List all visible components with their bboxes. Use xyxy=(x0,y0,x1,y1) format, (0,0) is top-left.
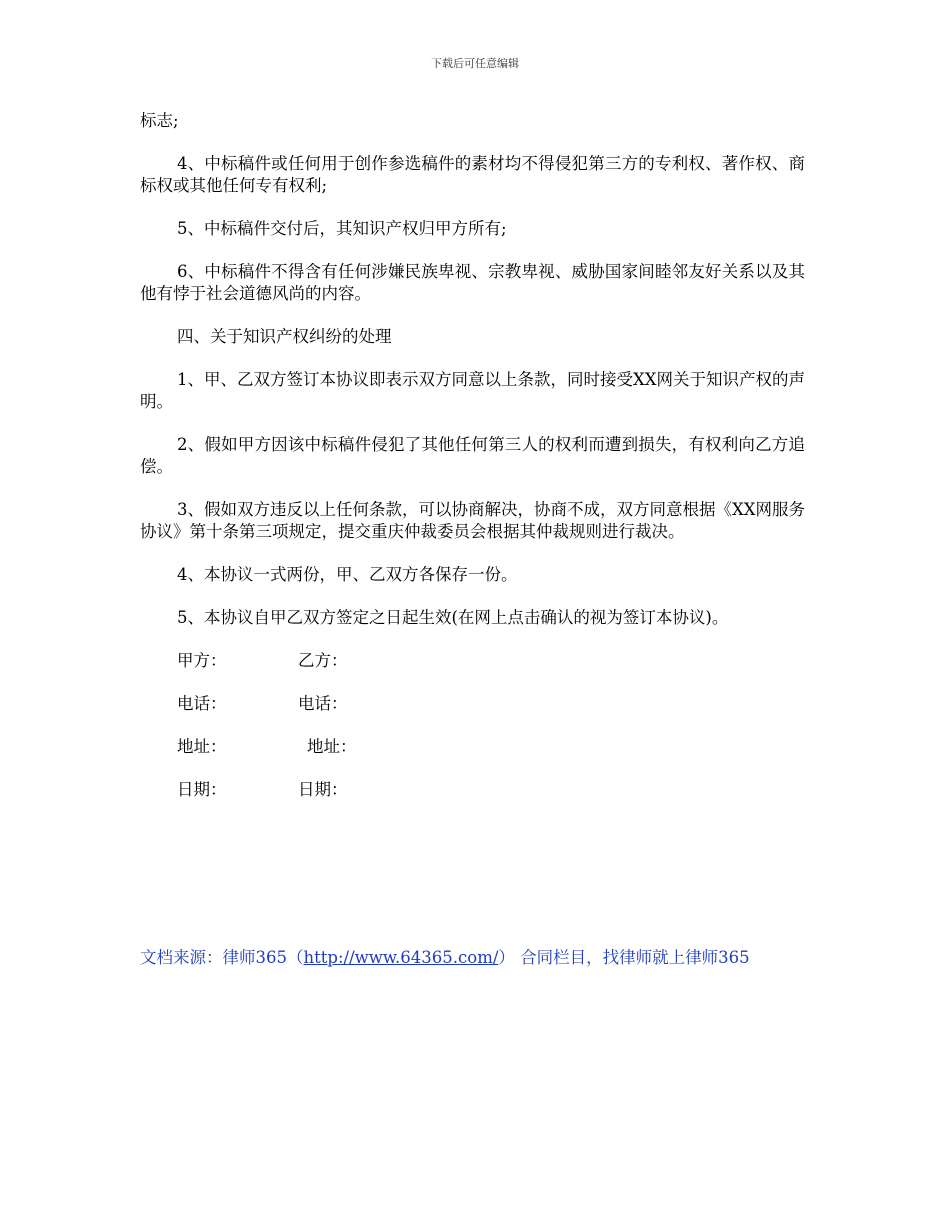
signature-row-party xyxy=(177,650,805,672)
paragraph-dispute-4: 4、本协议一式两份，甲、乙双方各保存一份。 xyxy=(177,565,518,584)
date-b-label: 日期： xyxy=(298,780,348,799)
paragraph-continuation: 标志; xyxy=(140,111,179,130)
paragraph-clause-4: 4、中标稿件或任何用于创作参选稿件的素材均不得侵犯第三方的专利权、著作权、商标权或其他任何专有权利; xyxy=(140,154,805,195)
document-body xyxy=(140,110,805,822)
signature-block xyxy=(177,650,805,801)
phone-b-label: 电话： xyxy=(298,694,348,713)
phone-a-label: 电话： xyxy=(177,694,227,713)
paragraph-dispute-3: 3、假如双方违反以上任何条款，可以协商解决，协商不成，双方同意根据《XX网服务协议》第十条第三项规定，提交重庆仲裁委员会根据其仲裁规则进行裁决。 xyxy=(140,500,805,541)
paragraph-clause-5: 5、中标稿件交付后，其知识产权归甲方所有; xyxy=(177,219,507,238)
document-source-footer xyxy=(140,947,750,969)
address-a-label: 地址： xyxy=(177,737,227,756)
address-b-label: 地址： xyxy=(307,737,357,756)
party-a-label: 甲方： xyxy=(177,651,227,670)
page-header: 下载后可任意编辑 xyxy=(431,57,519,70)
paragraph-dispute-5: 5、本协议自甲乙双方签定之日起生效(在网上点击确认的视为签订本协议)。 xyxy=(177,608,729,627)
paragraph-clause-6: 6、中标稿件不得含有任何涉嫌民族卑视、宗教卑视、威胁国家间睦邻友好关系以及其他有悖于社会道德风尚的内容。 xyxy=(140,262,805,303)
signature-row-date xyxy=(177,779,805,801)
paragraph-dispute-2: 2、假如甲方因该中标稿件侵犯了其他任何第三人的权利而遭到损失，有权利向乙方追偿。 xyxy=(140,435,805,476)
signature-row-phone xyxy=(177,693,805,715)
signature-row-address xyxy=(177,736,805,758)
source-link[interactable]: http://www.64365.com/ xyxy=(303,948,499,967)
source-prefix: 文档来源：律师365（ xyxy=(140,948,304,967)
source-suffix: ） 合同栏目，找律师就上律师365 xyxy=(498,948,750,967)
date-a-label: 日期： xyxy=(177,780,227,799)
section-heading-ip-disputes: 四、关于知识产权纠纷的处理 xyxy=(177,327,392,346)
paragraph-dispute-1: 1、甲、乙双方签订本协议即表示双方同意以上条款，同时接受XX网关于知识产权的声明。 xyxy=(140,370,805,411)
party-b-label: 乙方： xyxy=(298,651,348,670)
